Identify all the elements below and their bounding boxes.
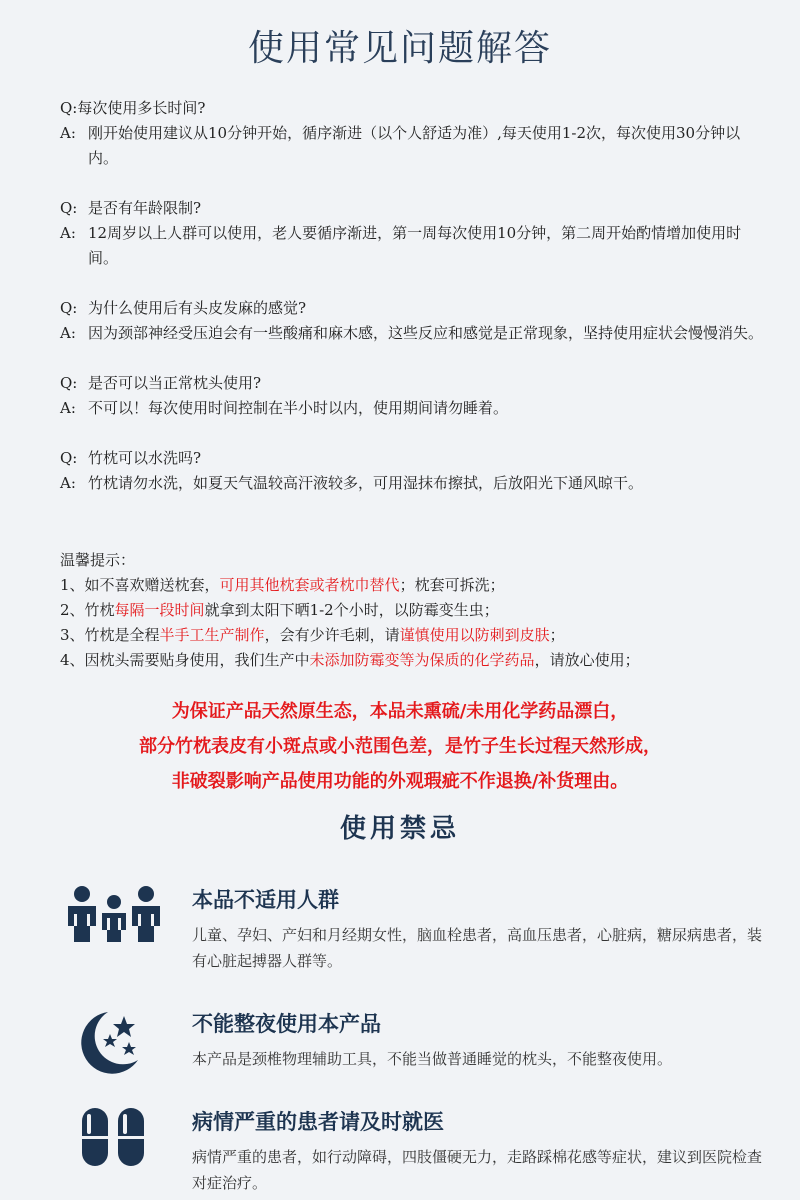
tip-text: 2、竹枕 xyxy=(60,601,115,619)
question-label: Q: xyxy=(60,99,78,117)
faq-item xyxy=(60,96,770,171)
tip-item xyxy=(60,648,780,673)
moon-stars-icon xyxy=(66,1008,176,1082)
tip-text: ，请放心使用； xyxy=(534,651,640,669)
tip-highlight: 每隔一段时间 xyxy=(114,601,205,619)
tip-text: ； xyxy=(549,626,565,644)
question-text: 竹枕可以水洗吗? xyxy=(88,449,202,467)
faq-item xyxy=(60,446,770,496)
warning-title: 病情严重的患者请及时就医 xyxy=(192,1110,444,1134)
tip-item xyxy=(60,573,780,598)
answer-label: A: xyxy=(60,224,76,242)
faq-section xyxy=(60,96,770,521)
pills-icon xyxy=(66,1106,176,1196)
tip-text: ；枕套可拆洗； xyxy=(399,576,505,594)
warning-title: 本品不适用人群 xyxy=(192,888,339,912)
faq-item xyxy=(60,296,770,346)
warning-text: 本产品是颈椎物理辅助工具，不能当做普通睡觉的枕头，不能整夜使用。 xyxy=(192,1050,673,1068)
warning-item xyxy=(66,1106,766,1196)
question-label: Q: xyxy=(60,449,78,467)
answer-text: 刚开始使用建议从10分钟开始，循序渐进（以个人舒适为准）,每天使用1-2次，每次使用30分钟以内。 xyxy=(88,124,741,167)
tip-text: ，会有少许毛刺，请 xyxy=(264,626,400,644)
warning-text: 儿童、孕妇、产妇和月经期女性，脑血栓患者，高血压患者，心脏病，糖尿病患者，装有心脏起搏器人群等。 xyxy=(192,926,763,970)
section-title: 使用禁忌 xyxy=(339,814,460,844)
tip-highlight: 未添加防霉变等为保质的化学药品 xyxy=(309,651,535,669)
warning-item xyxy=(66,1008,766,1082)
faq-item xyxy=(60,371,770,421)
tip-text: 4、因枕头需要贴身使用，我们生产中 xyxy=(60,651,310,669)
answer-label: A: xyxy=(60,474,76,492)
answer-label: A: xyxy=(60,324,76,342)
tip-text: 就拿到太阳下晒1-2个小时，以防霉变生虫； xyxy=(204,601,499,619)
question-text: 为什么使用后有头皮发麻的感觉? xyxy=(88,299,307,317)
answer-text: 竹枕请勿水洗，如夏天气温较高汗液较多，可用湿抹布擦拭，后放阳光下通风晾干。 xyxy=(88,474,644,492)
tips-heading: 温馨提示： xyxy=(60,551,136,569)
notice-line: 为保证产品天然原生态，本品未熏硫/未用化学药品漂白， xyxy=(171,701,629,722)
tip-highlight: 可用其他枕套或者枕巾替代 xyxy=(219,576,400,594)
answer-label: A: xyxy=(60,399,76,417)
page-title: 使用常见问题解答 xyxy=(247,28,552,69)
tip-item xyxy=(60,598,780,623)
tip-highlight: 半手工生产制作 xyxy=(159,626,265,644)
notice-line: 非破裂影响产品使用功能的外观瑕疵不作退换/补货理由。 xyxy=(171,771,629,792)
question-text: 是否可以当正常枕头使用? xyxy=(88,374,262,392)
people-icon xyxy=(66,884,176,974)
faq-item xyxy=(60,196,770,271)
warning-text: 病情严重的患者，如行动障碍，四肢僵硬无力，走路踩棉花感等症状，建议到医院检查对症治疗。 xyxy=(192,1148,763,1192)
tip-text: 3、竹枕是全程 xyxy=(60,626,160,644)
answer-text: 不可以！每次使用时间控制在半小时以内，使用期间请勿睡着。 xyxy=(88,399,509,417)
question-label: Q: xyxy=(60,299,78,317)
answer-label: A: xyxy=(60,124,76,142)
question-text: 是否有年龄限制? xyxy=(88,199,202,217)
quality-notice xyxy=(0,694,800,799)
question-label: Q: xyxy=(60,199,78,217)
answer-text: 因为颈部神经受压迫会有一些酸痛和麻木感，这些反应和感觉是正常现象，坚持使用症状会慢慢消失。 xyxy=(88,324,764,342)
notice-line: 部分竹枕表皮有小斑点或小范围色差，是竹子生长过程天然形成， xyxy=(139,736,661,757)
answer-text: 12周岁以上人群可以使用，老人要循序渐进，第一周每次使用10分钟，第二周开始酌情增加使用时间。 xyxy=(88,224,742,267)
warning-title: 不能整夜使用本产品 xyxy=(192,1012,381,1036)
tips-section xyxy=(60,548,780,673)
question-text: 每次使用多长时间? xyxy=(77,99,206,117)
tip-text: 1、如不喜欢赠送枕套， xyxy=(60,576,220,594)
tip-highlight: 谨慎使用以防刺到皮肤 xyxy=(399,626,550,644)
tip-item xyxy=(60,623,780,648)
question-label: Q: xyxy=(60,374,78,392)
warning-item xyxy=(66,884,766,974)
